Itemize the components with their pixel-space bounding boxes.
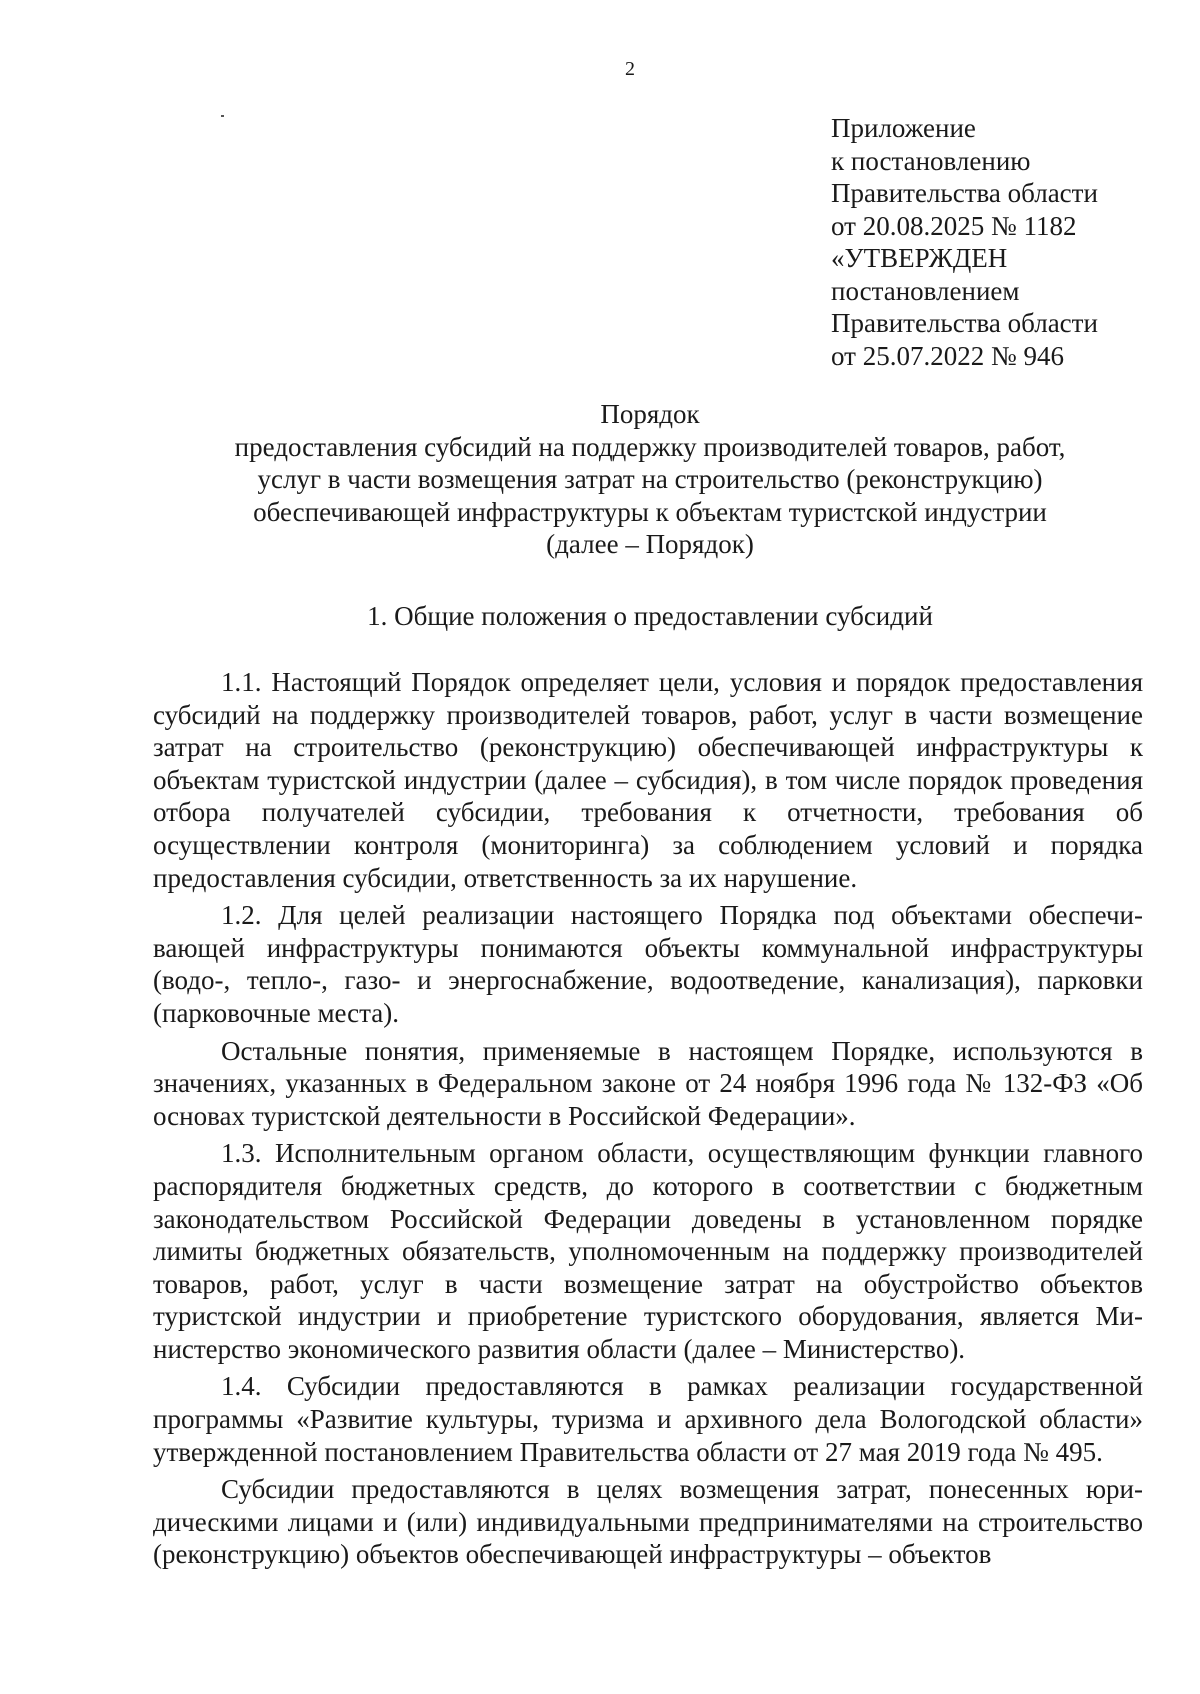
approval-stamp-block xyxy=(831,112,1171,372)
page-number: 2 xyxy=(625,58,635,80)
title-line: предоставления субсидий на поддержку производителей товаров, работ, xyxy=(234,431,1066,462)
approval-line: Приложение xyxy=(831,113,976,143)
title-line: Порядок xyxy=(600,399,700,429)
paragraph-1-4: 1.4. Субсидии предоставляются в рамках реализации государственной программы «Развитие культуры, туризма и архивного дела Вологодской области» утвержденной постановлением Правительства области от 27 мая 2019 года № 495. xyxy=(153,1371,1143,1467)
title-line: обеспечивающей инфраструктуры к объектам туристской индустрии xyxy=(253,496,1047,527)
approval-line: от 25.07.2022 № 946 xyxy=(831,340,1064,371)
approval-line: от 20.08.2025 № 1182 xyxy=(831,210,1077,241)
document-body xyxy=(153,666,1143,1576)
title-line: (далее – Порядок) xyxy=(546,529,754,559)
paragraph-1-2: 1.2. Для целей реализации настоящего Порядка под объектами обеспечивающей инфраструктуры понимаются объекты коммунальной инфраструктуры (водо-, тепло-, газо- и энергоснабжение, водоотведение, канализация), парковки (парковочные места). xyxy=(153,900,1143,1028)
paragraph-definitions: Остальные понятия, применяемые в настоящем Порядке, используются в значениях, указанных в Федеральном законе от 24 ноября 1996 года № 132-ФЗ «Об основах туристской деятельности в Российской Федерации». xyxy=(153,1035,1143,1131)
approval-line: постановлением xyxy=(831,275,1020,306)
title-line: услуг в части возмещения затрат на строительство (реконструкцию) xyxy=(257,464,1043,494)
paragraph-1-3: 1.3. Исполнительным органом области, осуществляющим функции главного распорядителя бюджетных средств, до которого в соответствии с бюджетным законодательством Российской Федерации доведены в установленном порядке лимиты бюджетных обязательств, уполномоченным на поддержку производителей товаров, работ, услуг в части возмещение затрат на обустройство объектов туристской индустрии и приобретение туристского оборудования, является Министерство экономического развития области (далее – Министерство). xyxy=(153,1138,1143,1364)
paragraph-1-1: 1.1. Настоящий Порядок определяет цели, условия и порядок предоставления субсидий на поддержку производителей товаров, работ, услуг в части возмещение затрат на строительство (реконструкцию) обеспечивающей инфраструктуры к объектам туристской индустрии (далее – субсидия), в том числе порядок проведения отбора получателей субсидии, требования к отчетности, требования об осуществлении контроля (мониторинга) за соблюдением условий и порядка предоставления субсидии, ответственность за их нарушение. xyxy=(153,667,1143,893)
scan-speck xyxy=(221,115,224,117)
approval-line: Правительства области xyxy=(831,308,1098,338)
approval-line: Правительства области xyxy=(831,178,1098,208)
approval-line: к постановлению xyxy=(831,145,1031,176)
paragraph-purpose: Субсидии предоставляются в целях возмещения затрат, понесенных юридическими лицами и (или) индивидуальными предпринимателями на строительство (реконструкцию) объектов обеспечивающей инфраструктуры – объектов xyxy=(153,1474,1143,1570)
section-heading: 1. Общие положения о предоставлении субсидий xyxy=(367,601,933,631)
document-title xyxy=(150,398,1150,561)
approval-line: «УТВЕРЖДЕН xyxy=(831,243,1008,273)
